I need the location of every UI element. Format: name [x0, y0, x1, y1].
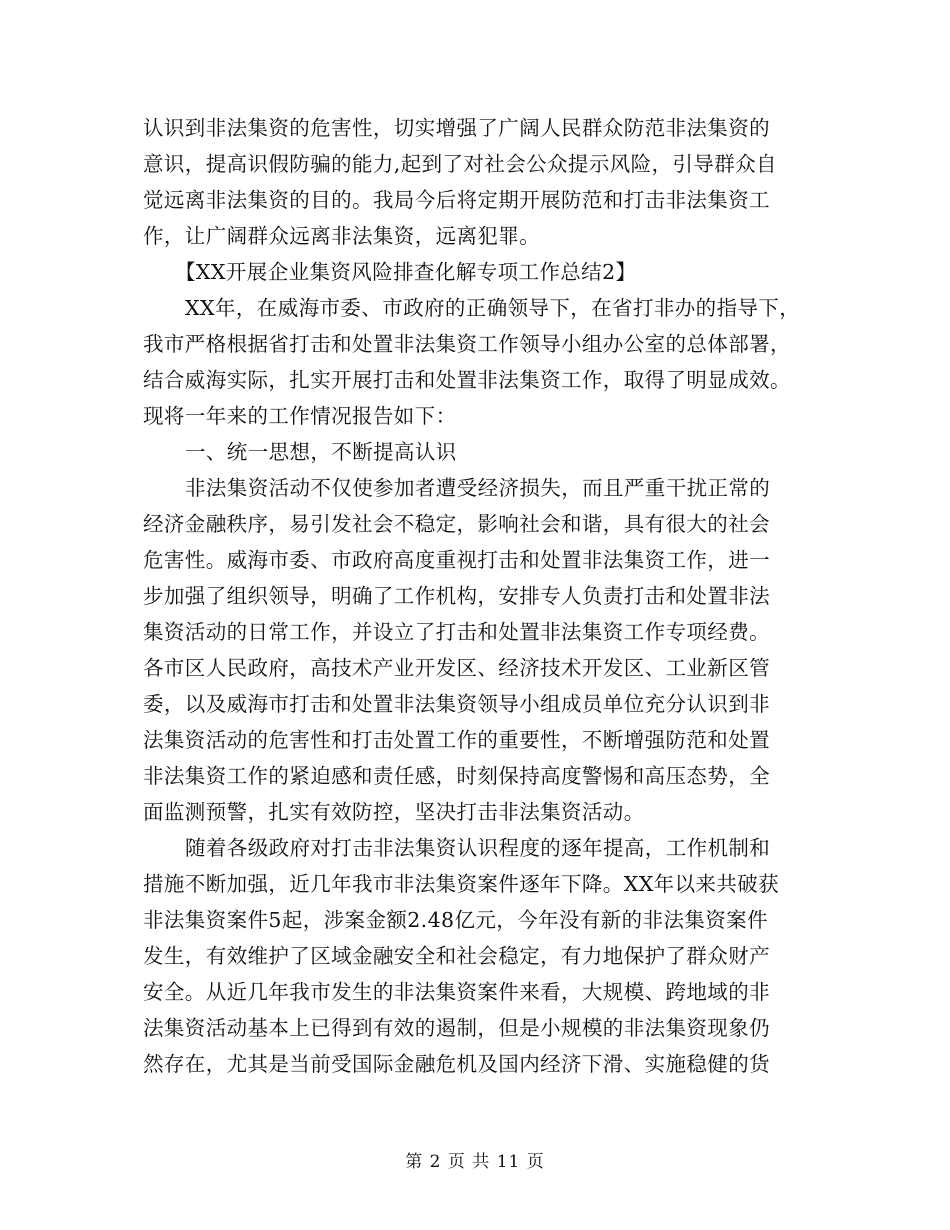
body-text-line: 作，让广阔群众远离非法集资，远离犯罪。: [143, 224, 541, 248]
page-number-footer: 第 2 页 共 11 页: [405, 1152, 545, 1172]
body-text-line: 面监测预警，扎实有效防控，坚决打击非法集资活动。: [143, 800, 645, 824]
body-text-line: 委，以及威海市打击和处置非法集资领导小组成员单位充分认识到非: [143, 692, 770, 716]
body-text-line: 集资活动的日常工作，并设立了打击和处置非法集资工作专项经费。: [143, 620, 770, 644]
body-text-line: 措施不断加强，近几年我市非法集资案件逐年下降。XX年以来共破获: [143, 872, 780, 896]
body-text-line: 经济金融秩序，易引发社会不稳定，影响社会和谐，具有很大的社会: [143, 512, 770, 536]
body-text-line: 现将一年来的工作情况报告如下：: [143, 404, 457, 428]
body-text-line: 结合威海实际，扎实开展打击和处置非法集资工作，取得了明显成效。: [143, 368, 791, 392]
body-text-line: 随着各级政府对打击非法集资认识程度的逐年提高，工作机制和: [185, 836, 771, 860]
body-text-line: 非法集资工作的紧迫感和责任感，时刻保持高度警惕和高压态势，全: [143, 764, 770, 788]
body-text-line: 然存在，尤其是当前受国际金融危机及国内经济下滑、实施稳健的货: [143, 1052, 770, 1076]
body-text-line: 步加强了组织领导，明确了工作机构，安排专人负责打击和处置非法: [143, 584, 770, 608]
body-text-line: 非法集资活动不仅使参加者遭受经济损失，而且严重干扰正常的: [185, 476, 771, 500]
body-text-line: 我市严格根据省打击和处置非法集资工作领导小组办公室的总体部署，: [143, 332, 791, 356]
section-heading: 【XX开展企业集资风险排查化解专项工作总结2】: [175, 260, 637, 284]
body-text-line: 觉远离非法集资的目的。我局今后将定期开展防范和打击非法集资工: [143, 188, 770, 212]
body-text-line: XX年，在威海市委、市政府的正确领导下，在省打非办的指导下，: [185, 296, 801, 320]
body-text-line: 非法集资案件5起，涉案金额2.48亿元，今年没有新的非法集资案件: [143, 908, 768, 932]
body-text-line: 安全。从近几年我市发生的非法集资案件来看，大规模、跨地域的非: [143, 980, 770, 1004]
body-text-line: 危害性。威海市委、市政府高度重视打击和处置非法集资工作，进一: [143, 548, 770, 572]
subsection-heading: 一、统一思想，不断提高认识: [185, 440, 457, 464]
body-text-line: 各市区人民政府，高技术产业开发区、经济技术开发区、工业新区管: [143, 656, 770, 680]
body-text-line: 发生，有效维护了区域金融安全和社会稳定，有力地保护了群众财产: [143, 944, 770, 968]
body-text-line: 法集资活动基本上已得到有效的遏制，但是小规模的非法集资现象仍: [143, 1016, 770, 1040]
body-text-line: 认识到非法集资的危害性，切实增强了广阔人民群众防范非法集资的: [143, 116, 770, 140]
body-text-line: 法集资活动的危害性和打击处置工作的重要性，不断增强防范和处置: [143, 728, 770, 752]
body-text-line: 意识，提高识假防骗的能力,起到了对社会公众提示风险，引导群众自: [143, 152, 777, 176]
